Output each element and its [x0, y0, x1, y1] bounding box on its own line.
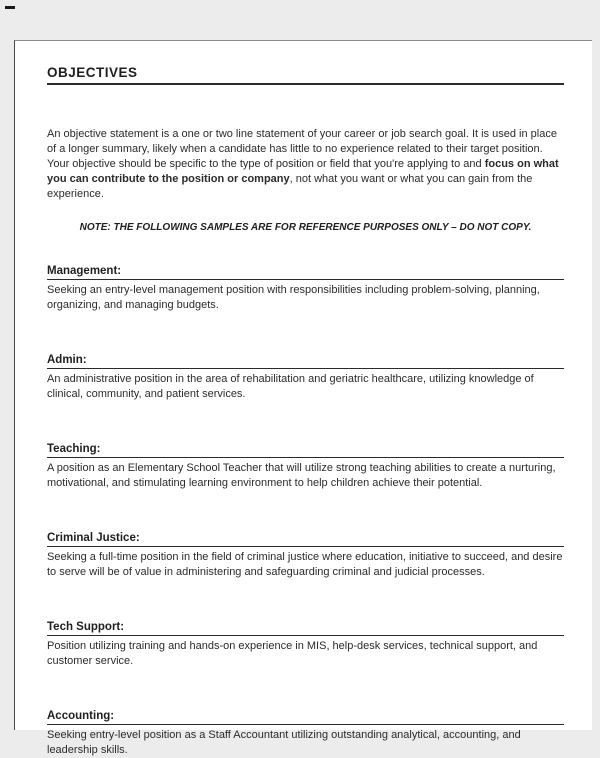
objective-section-teaching [47, 443, 564, 491]
section-heading: Teaching: [47, 443, 564, 458]
intro-text-after: , not what you want or what you can gain from the experience. [47, 173, 533, 200]
intro-text-bold: focus on what you can contribute to the position or company [47, 158, 559, 185]
section-body: A position as an Elementary School Teacher that will utilize strong teaching abilities to create a nurturing, motivational, and stimulating learning environment to help children achieve their potential. [47, 462, 556, 489]
objective-section-admin [47, 354, 564, 402]
objective-section-tech-support [47, 621, 564, 669]
intro-paragraph [47, 127, 564, 202]
section-body: Seeking a full-time position in the field of criminal justice where education, initiative to succeed, and desire to serve will be of value in administering and safeguarding criminal and judicial processes. [47, 551, 563, 578]
section-body: Seeking an entry-level management position with responsibilities including problem-solving, planning, organizing, and managing budgets. [47, 284, 540, 311]
section-body: Position utilizing training and hands-on experience in MIS, help-desk services, technical support, and customer service. [47, 640, 538, 667]
section-heading: Tech Support: [47, 621, 564, 636]
objective-section-management [47, 265, 564, 313]
objective-sections [47, 265, 564, 758]
intro-text-before: An objective statement is a one or two line statement of your career or job search goal. It is used in place of a longer summary, likely when a candidate has little to no experience related to their target position. Your objective should be specific to the type of position or field that you're applying to and [47, 128, 557, 170]
page-title: OBJECTIVES [47, 65, 564, 85]
reference-note: NOTE: THE FOLLOWING SAMPLES ARE FOR REFERENCE PURPOSES ONLY – DO NOT COPY. [79, 222, 532, 233]
objective-section-accounting [47, 710, 564, 758]
document-page [14, 40, 592, 756]
document-content [15, 41, 592, 758]
section-body: Seeking entry-level position as a Staff Accountant utilizing outstanding analytical, accounting, and leadership skills. [47, 729, 521, 756]
section-heading: Accounting: [47, 710, 564, 725]
objective-section-criminal-justice [47, 532, 564, 580]
scan-artifact-mark [5, 6, 15, 9]
section-heading: Admin: [47, 354, 564, 369]
section-heading: Criminal Justice: [47, 532, 564, 547]
section-heading: Management: [47, 265, 564, 280]
section-body: An administrative position in the area of rehabilitation and geriatric healthcare, utilizing knowledge of clinical, community, and patient services. [47, 373, 534, 400]
